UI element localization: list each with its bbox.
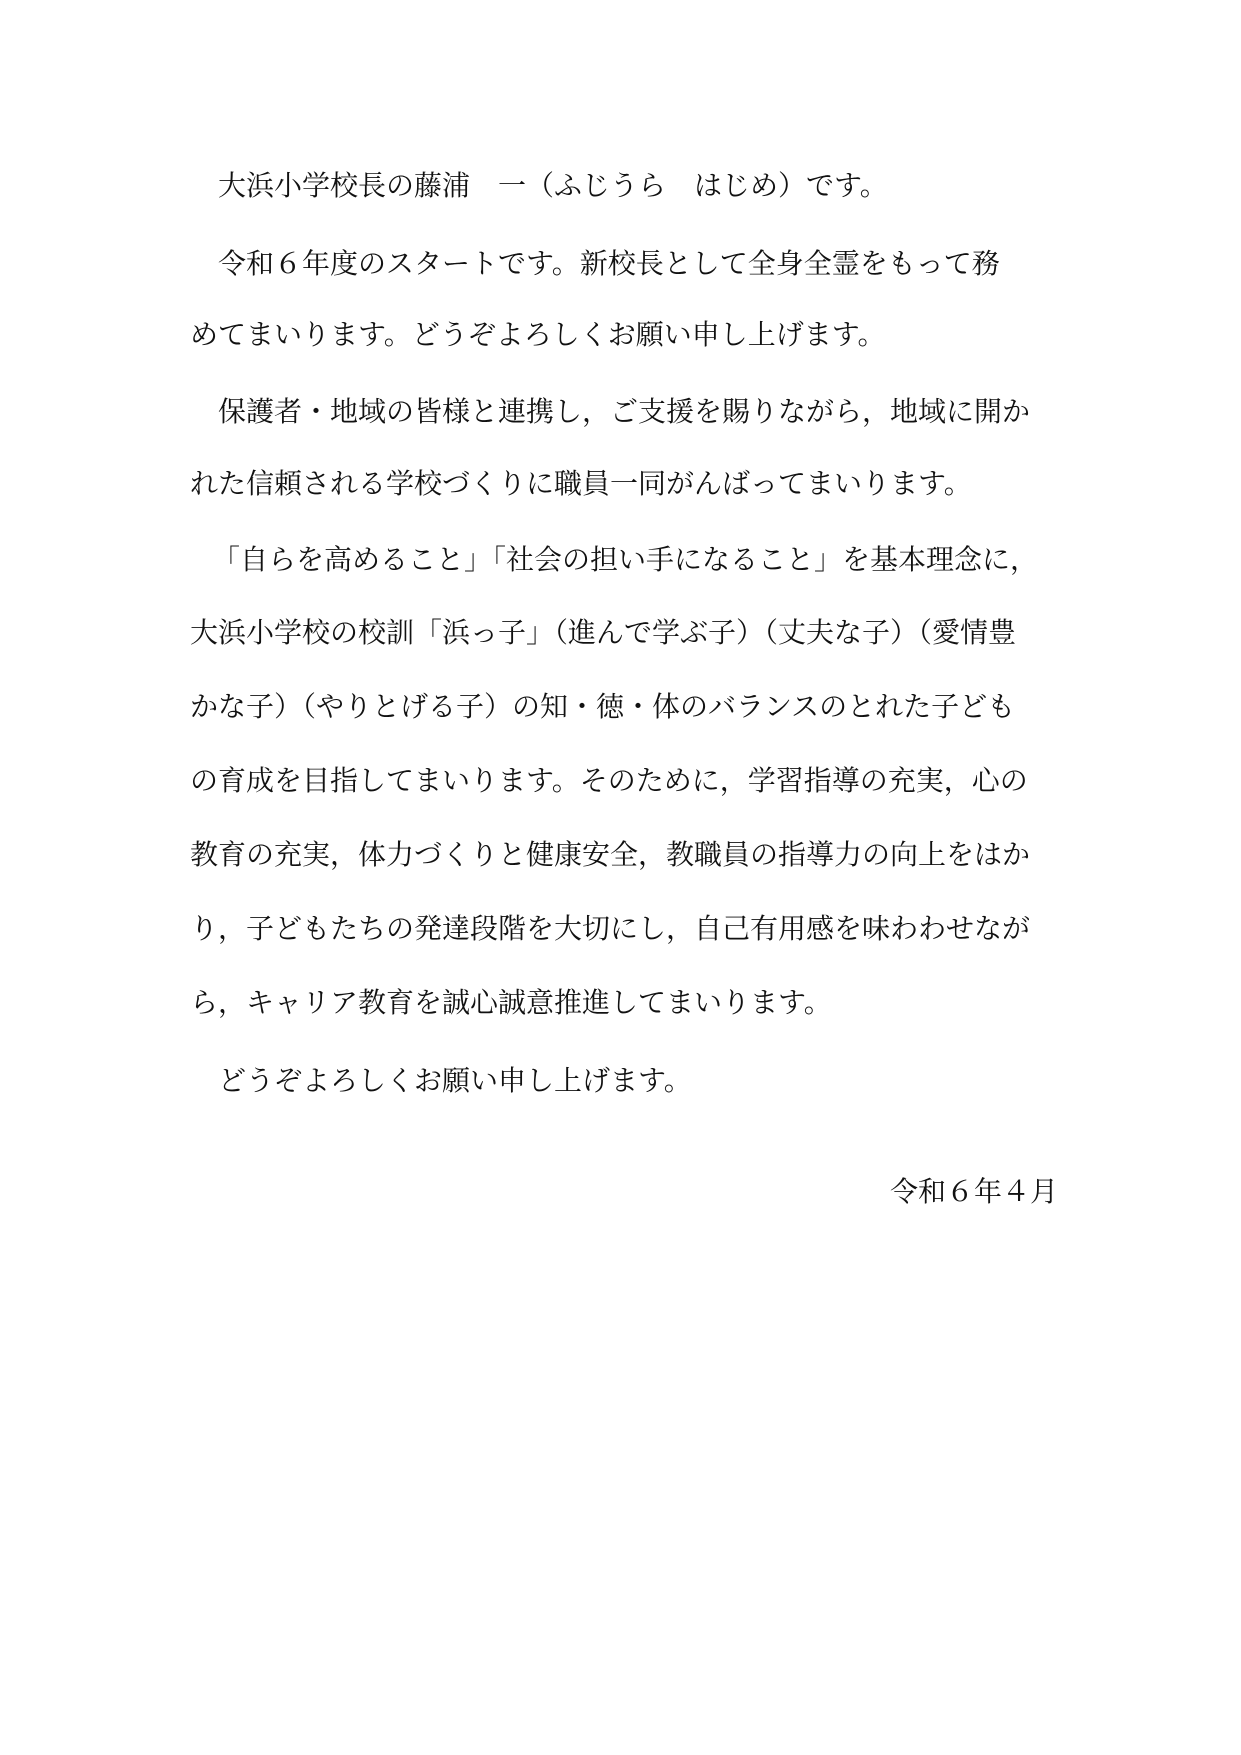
paragraph-line: どうぞよろしくお願い申し上げます。 [218,1064,692,1097]
paragraph-line: 大浜小学校の校訓「浜っ子」（進んで学ぶ子）（丈夫な子）（愛情豊 [190,616,1017,649]
paragraph-line: かな子）（やりとげる子）の知・徳・体のバランスのとれた子ども [190,690,1016,723]
paragraph-line: 教育の充実，体力づくりと健康安全，教職員の指導力の向上をはか [190,838,1031,871]
paragraph-line: 保護者・地域の皆様と連携し，ご支援を賜りながら，地域に開か [218,395,1031,428]
document-date: 令和６年４月 [889,1175,1058,1208]
paragraph-line: の育成を目指してまいります。そのために，学習指導の充実，心の [190,764,1028,797]
paragraph-line: り，子どもたちの発達段階を大切にし，自己有用感を味わわせなが [190,912,1031,945]
paragraph-line: 「自らを高めること」「社会の担い手になること」を基本理念に， [212,543,1039,576]
paragraph-line: 令和６年度のスタートです。新校長として全身全霊をもって務 [218,247,1000,280]
paragraph-line: めてまいります。どうぞよろしくお願い申し上げます。 [190,318,886,351]
paragraph-line: ら，キャリア教育を誠心誠意推進してまいります。 [190,986,832,1019]
paragraph-line: 大浜小学校長の藤浦 一（ふじうら はじめ）です。 [218,169,888,202]
paragraph-line: れた信頼される学校づくりに職員一同がんばってまいります。 [190,467,972,500]
